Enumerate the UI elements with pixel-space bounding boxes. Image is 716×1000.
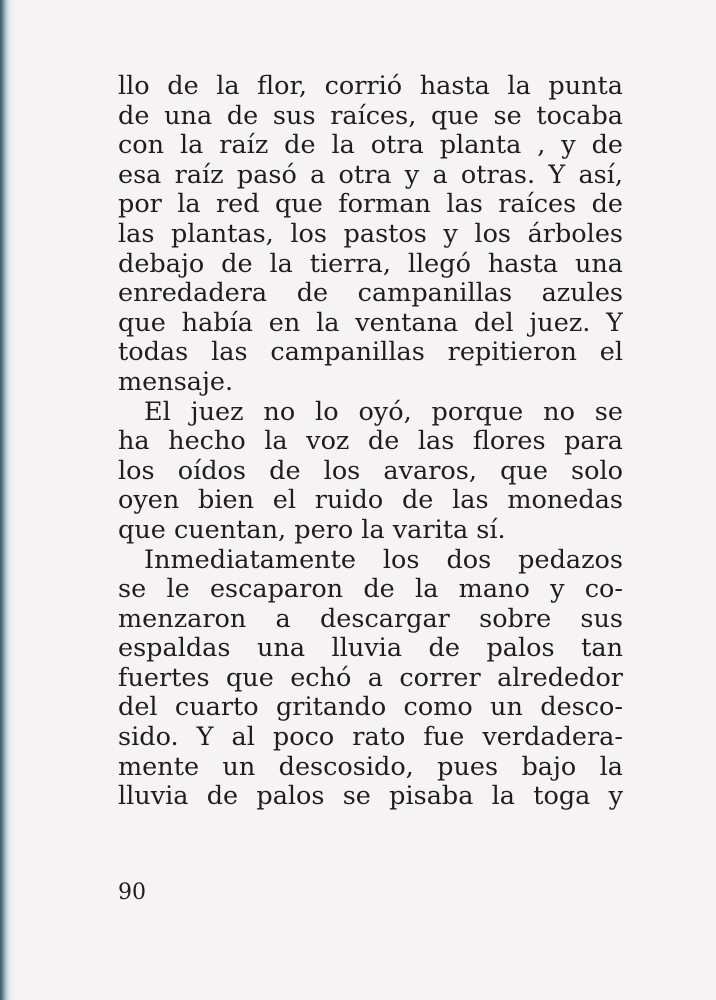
text-line: ha hecho la voz de las flores para [118, 427, 623, 457]
text-line: se le escaparon de la mano y co- [118, 575, 623, 605]
text-line: debajo de la tierra, llegó hasta una [118, 249, 623, 279]
text-line: llo de la flor, corrió hasta la punta [118, 72, 623, 101]
text-line: El juez no lo oyó, porque no se [144, 397, 623, 427]
text-line: de una de sus raíces, que se tocaba [118, 101, 623, 131]
text-line: esa raíz pasó a otra y a otras. Y así, [118, 160, 623, 190]
text-line: sido. Y al poco rato fue verdadera- [118, 723, 623, 753]
text-line: por la red que forman las raíces de [118, 190, 623, 220]
text-line: los oídos de los avaros, que solo [118, 456, 623, 486]
page-number: 90 [118, 880, 146, 905]
text-line: que cuentan, pero la varita sí. [118, 515, 506, 545]
text-line: enredadera de campanillas azules [118, 279, 623, 309]
text-line: oyen bien el ruido de las monedas [118, 486, 623, 516]
text-line: menzaron a descargar sobre sus [118, 604, 623, 634]
text-line: todas las campanillas repitieron el [118, 338, 623, 368]
text-line: que había en la ventana del juez. Y [118, 308, 623, 338]
text-line: mensaje. [118, 367, 234, 397]
text-line: del cuarto gritando como un desco- [118, 693, 623, 723]
text-line: las plantas, los pastos y los árboles [118, 219, 623, 249]
text-line: fuertes que echó a correr alrededor [118, 663, 623, 693]
book-binding-edge [0, 0, 14, 1000]
text-line: lluvia de palos se pisaba la toga y [118, 782, 623, 812]
text-line: con la raíz de la otra planta , y de [118, 131, 623, 161]
body-text [118, 72, 623, 812]
text-line: mente un descosido, pues bajo la [118, 752, 623, 782]
text-line: espaldas una lluvia de palos tan [118, 634, 623, 664]
text-line: Inmediatamente los dos pedazos [144, 545, 623, 575]
